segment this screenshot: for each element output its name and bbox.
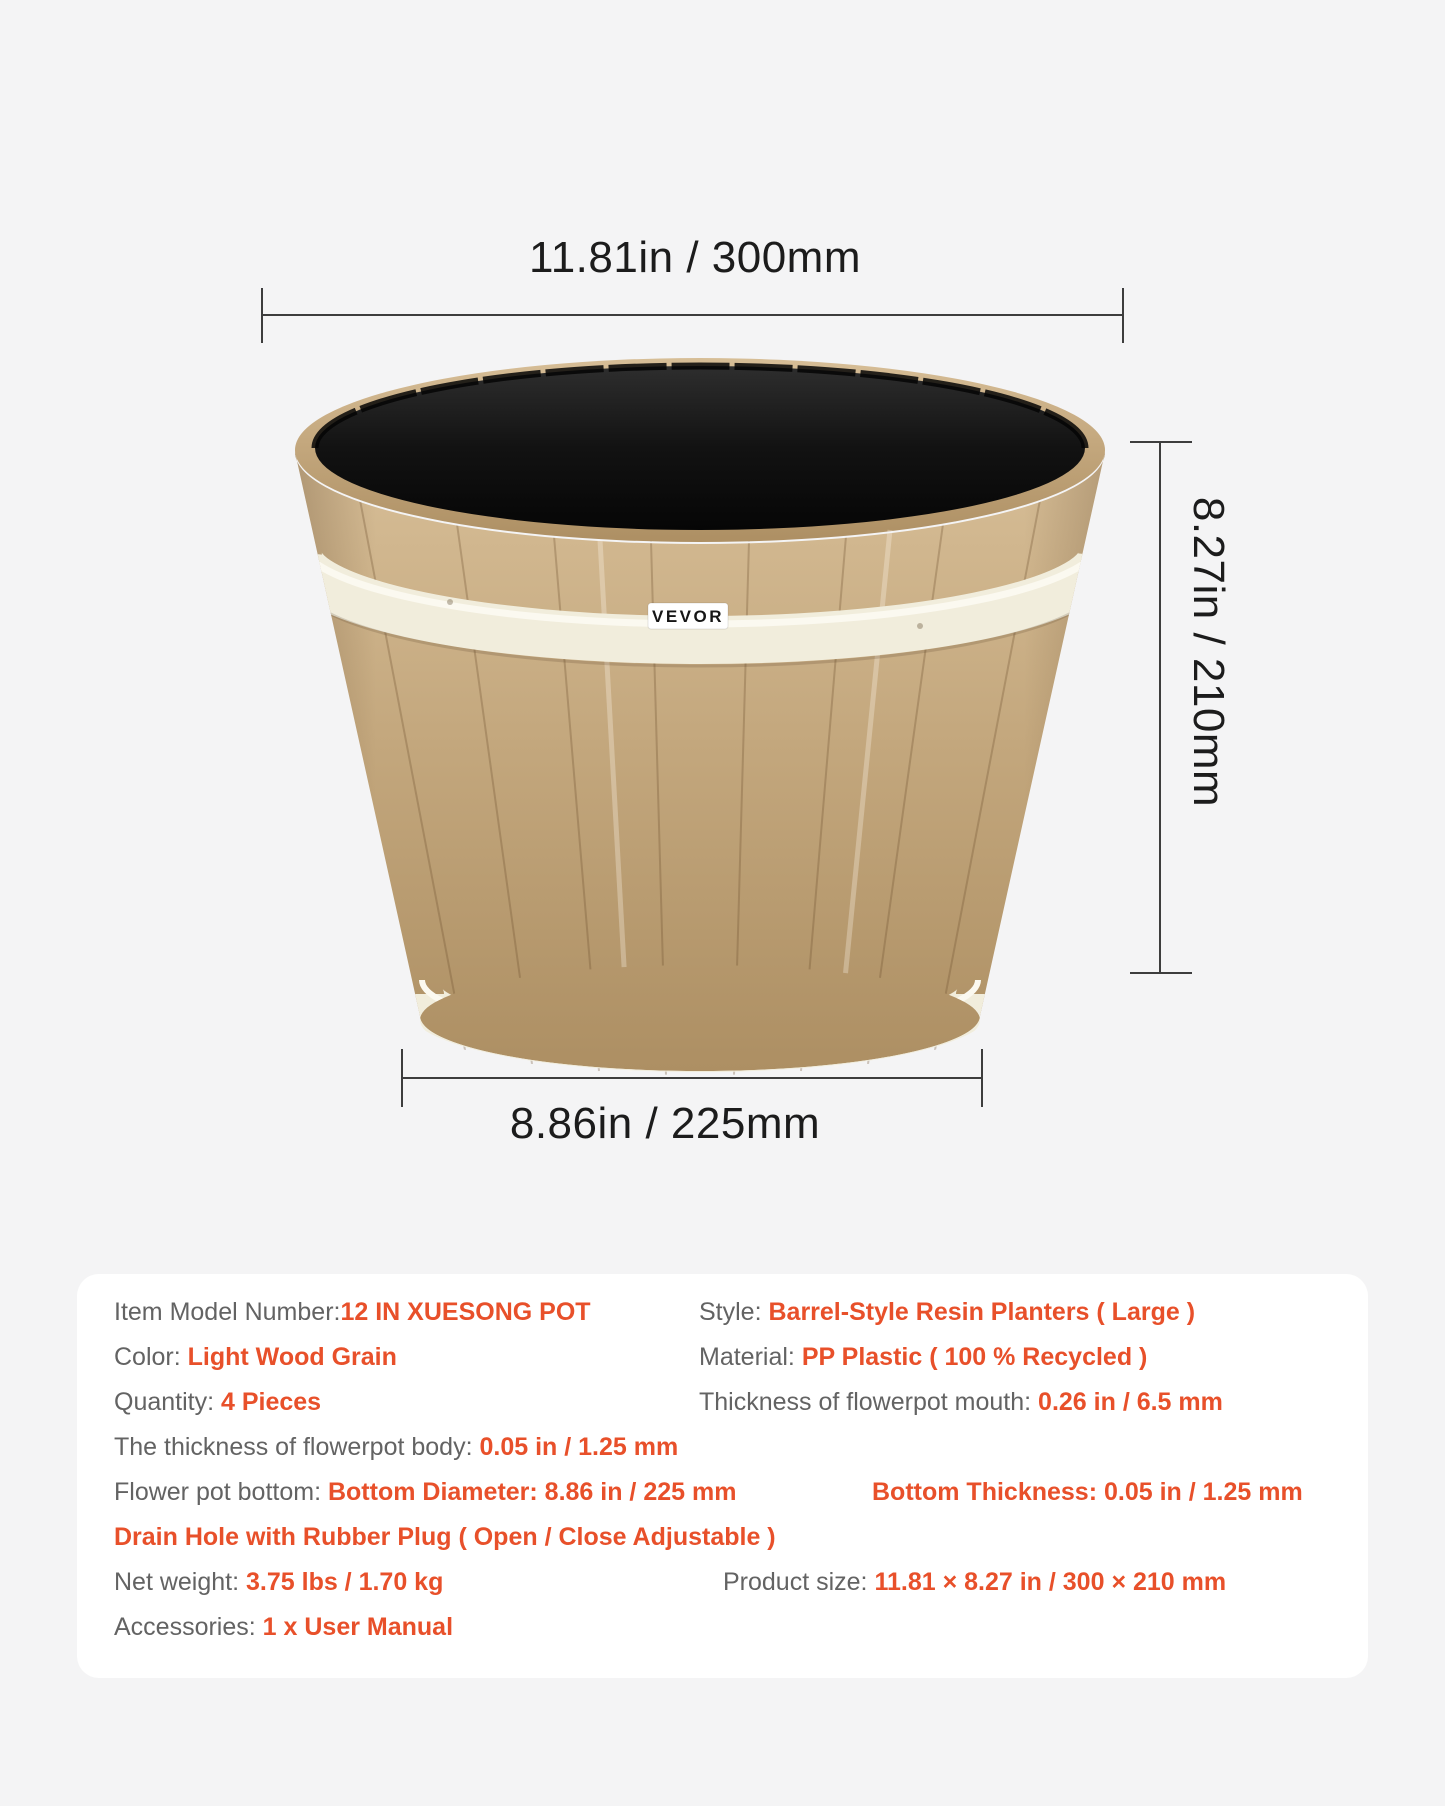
spec-row-model-style — [77, 1290, 1368, 1335]
spec-label: Color: — [114, 1343, 188, 1371]
spec-value: 3.75 lbs / 1.70 kg — [246, 1568, 444, 1596]
spec-row-accessories — [77, 1605, 1368, 1650]
spec-label: Flower pot bottom: — [114, 1478, 328, 1506]
spec-value: Bottom Thickness: 0.05 in / 1.25 mm — [872, 1478, 1303, 1506]
spec-value: 11.81 × 8.27 in / 300 × 210 mm — [874, 1568, 1227, 1596]
spec-label: Quantity: — [114, 1388, 221, 1416]
spec-label: Product size: — [723, 1568, 875, 1596]
spec-label: Thickness of flowerpot mouth: — [699, 1388, 1039, 1416]
spec-row-pot-bottom — [77, 1470, 1368, 1515]
planter-image — [280, 340, 1120, 1090]
spec-value: Drain Hole with Rubber Plug ( Open / Close Adjustable ) — [114, 1523, 776, 1551]
barrel-side-shading — [295, 452, 1105, 1071]
spec-panel — [77, 1274, 1368, 1678]
spec-value: 4 Pieces — [221, 1388, 322, 1416]
height-dimension-cap-bottom — [1130, 972, 1192, 974]
vevor-logo-text: VEVOR — [651, 607, 725, 626]
width-dimension-cap-left — [261, 288, 263, 343]
spec-label: Material: — [699, 1343, 802, 1371]
height-dimension-line — [1159, 442, 1161, 974]
spec-row-body-thickness — [77, 1425, 1368, 1470]
spec-label: The thickness of flowerpot body: — [114, 1433, 480, 1461]
spec-value: 0.05 in / 1.25 mm — [479, 1433, 679, 1461]
spec-row-quantity-mouth — [77, 1380, 1368, 1425]
spec-label: Accessories: — [114, 1613, 263, 1641]
spec-row-color-material — [77, 1335, 1368, 1380]
spec-value: PP Plastic ( 100 % Recycled ) — [801, 1343, 1148, 1371]
spec-value: Light Wood Grain — [187, 1343, 397, 1371]
spec-value: 1 x User Manual — [262, 1613, 454, 1641]
spec-label: Item Model Number: — [114, 1298, 341, 1326]
height-dimension-label: 8.27in / 210mm — [1184, 496, 1233, 808]
width-dimension-label: 11.81in / 300mm — [529, 233, 861, 282]
spec-value: 0.26 in / 6.5 mm — [1038, 1388, 1223, 1416]
spec-value: Bottom Diameter: 8.86 in / 225 mm — [327, 1478, 737, 1506]
spec-value: Barrel-Style Resin Planters ( Large ) — [768, 1298, 1196, 1326]
bottom-diameter-dimension-label: 8.86in / 225mm — [509, 1099, 821, 1148]
spec-row-drain-hole — [77, 1515, 1368, 1560]
spec-value: 12 IN XUESONG POT — [340, 1298, 591, 1326]
width-dimension-line — [262, 314, 1123, 316]
spec-label: Net weight: — [114, 1568, 247, 1596]
width-dimension-cap-right — [1122, 288, 1124, 343]
spec-label: Style: — [699, 1298, 769, 1326]
spec-row-weight-size — [77, 1560, 1368, 1605]
